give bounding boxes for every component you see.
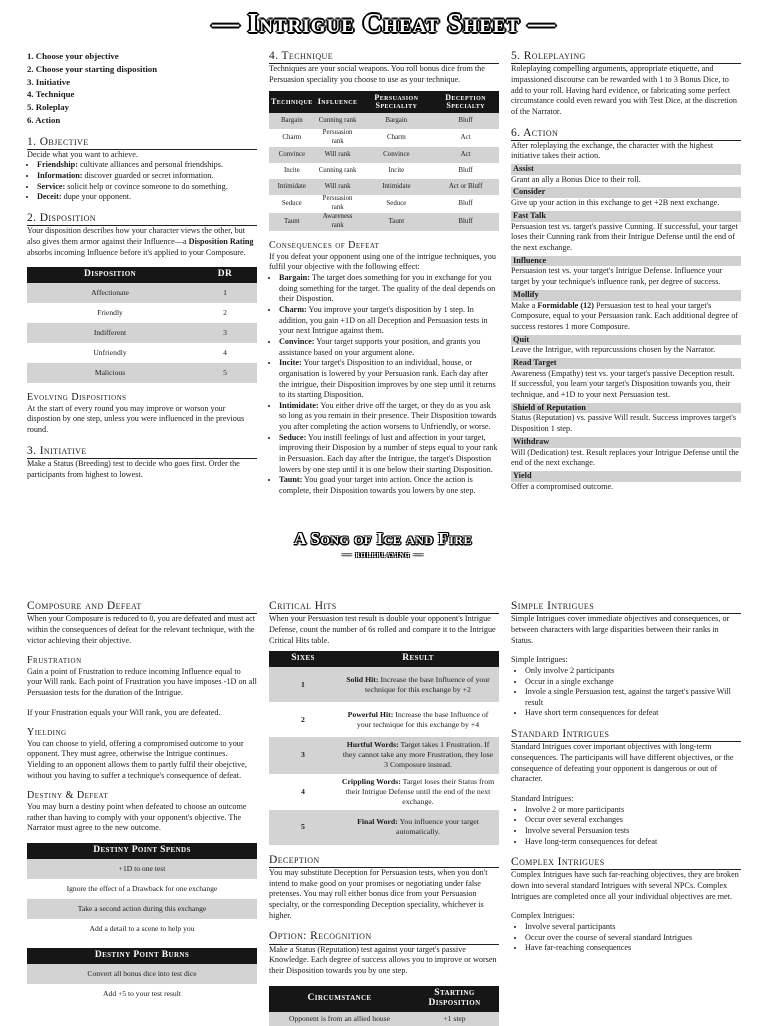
action-name: Shield of Reputation [511, 403, 741, 414]
disposition-table [27, 267, 257, 383]
destiny-defeat-heading: Destiny & Defeat [27, 790, 109, 802]
destiny-spends-table [27, 843, 257, 939]
recognition-table [269, 986, 499, 1026]
action-name: Quit [511, 335, 741, 346]
objective-intro: Decide what you want to achieve. [27, 149, 138, 159]
table-row: Friendly 2 [27, 303, 257, 323]
list-item: • Have far-reaching consequences [525, 943, 741, 954]
destiny-defeat-text: You may burn a destiny point when defeated to choose an outcome rather than having to comply with your opponent's objective. The Narrator must agree to the new outcome. [27, 801, 247, 833]
recognition-heading: Option: Recognition [269, 930, 499, 944]
table-header: Result [337, 651, 499, 667]
list-item: • Service: solicit help or covince someone to do something. [37, 182, 257, 193]
table-row: Taunt Awareness rank Taunt Bluff [269, 213, 499, 231]
action-item: Influence Persuasion test vs. your target's Intrigue Defense. Influence your target by your technique's influence rank, per degree of success. [511, 256, 741, 288]
logo-subtitle: — roleplaying — [342, 548, 424, 559]
disposition-text: Your disposition describes how your character views the other, but also gives them armor against their Influence—a Disposition Rating absorbs incoming Influence before it's applied to your Composure. [27, 226, 254, 257]
list-item: • Involve several Persuasion tests [525, 826, 741, 837]
consequences-list [269, 273, 499, 497]
frustration-text: Gain a point of Frustration to reduce incoming Influence equal to your Will rank. Each point of Frustration you have imposes -1D on all Persuasion tests for the duration of the Intrigue. [27, 666, 257, 697]
table-header: Influence [315, 91, 361, 114]
column-bottom-left [27, 600, 257, 1004]
table-row: Add +5 to your test result [27, 984, 257, 1004]
evolving-heading: Evolving Dispositions [27, 392, 127, 404]
list-item: • Taunt: You goad your target into action. Once the action is complete, their Disposition towards you lowers by one step. [279, 475, 499, 496]
recognition-text: Make a Status (Reputation) test against your target's passive Knowledge. Each degree of success allows you to improve or worsen their Disposition towards you by one step. [269, 944, 497, 975]
table-row: Malicious 5 [27, 363, 257, 383]
consequences-heading: Consequences of Defeat [269, 240, 380, 252]
steps-list [27, 50, 257, 127]
initiative-text: Make a Status (Breeding) test to decide who goes first. Order the participants from highest to lowest. [27, 458, 240, 479]
column-top-right [511, 50, 741, 492]
list-item: • Have short term consequences for defeat [525, 708, 741, 719]
simple-text: Simple Intrigues cover immediate objectives and consequences, or between characters with large disparities between their ranks in Status. [511, 614, 730, 645]
table-row: Opponent is from an allied house +1 step [269, 1012, 499, 1026]
action-item: Quit Leave the Intrigue, with repurcussions chosen by the Narrator. [511, 335, 741, 356]
logo-title: A Song of Ice and Fire [293, 529, 473, 548]
standard-heading: Standard Intrigues [511, 728, 741, 742]
list-item: • Occur over several exchanges [525, 815, 741, 826]
table-row: Bargain Cunning rank Bargain Bluff [269, 113, 499, 129]
action-intro: After roleplaying the exchange, the character with the highest initiative takes their action. [511, 140, 714, 161]
list-item: • Occur over the course of several standard Intrigues [525, 933, 741, 944]
list-item: • Incite: Your target's Disposition to an individual, house, or organisation is lowered by your Persuasion rank. Each day after the intrigue, their Disposition improves by one step until it returns to its starting Disposition. [279, 358, 499, 401]
game-logo [240, 530, 526, 560]
action-item: Mollify Make a Formidable (12) Persuasion test to heal your target's Composure, equal to your Persuasion rank. Each additional degree of success restores 1 more Composure. [511, 290, 741, 333]
table-header: Deception Specialty [432, 91, 499, 114]
deception-text: You may substitute Deception for Persuasion tests, when you don't intend to make good on your promises or negotiating under false pretenses. You may roll either bonus dice from your Persuasion specialty, or the corresponding Deception speciality, whichever is higher. [269, 868, 488, 920]
action-name: Read Target [511, 358, 741, 369]
frustration-text-2: If your Frustration equals your Will rank, you are defeated. [27, 707, 221, 717]
action-item: Shield of Reputation Status (Reputation) vs. passive Will result. Success improves target's Disposition 1 step. [511, 403, 741, 435]
list-item: • Occur in a single exchange [525, 677, 741, 688]
standard-list-label: Standard Intrigues: [511, 793, 574, 803]
objective-heading: 1. Objective [27, 136, 257, 150]
table-row: Charm Persuasion rank Charm Act [269, 129, 499, 147]
table-header: Persuasion Speciality [361, 91, 433, 114]
table-row: Seduce Persuasion rank Seduce Bluff [269, 195, 499, 213]
destiny-burns-table [27, 948, 257, 1004]
list-item: • Invole a single Persuasion test, against the target's passive Will result [525, 687, 741, 708]
list-item: • Bargain: The target does something for you in exchange for you doing something for the target. The quality of the deal depends on their Dispostion. [279, 273, 499, 305]
action-name: Withdraw [511, 437, 741, 448]
complex-text: Complex Intrigues have such far-reaching objectives, they are broken down into several standard Intrigues with several NPCs. Complex Intrigues are completed once all your individual objectives are met. [511, 870, 739, 901]
table-row: 4 Crippling Words: Target loses their Status from their Intrigue Defense until the end of the next exchange. [269, 774, 499, 810]
complex-list-label: Complex Intrigues: [511, 911, 575, 921]
action-item: Yield Offer a compromised outcome. [511, 471, 741, 492]
simple-list [511, 666, 741, 719]
table-row: Ignore the effect of a Drawback for one exchange [27, 879, 257, 899]
table-row: 1 Solid Hit: Increase the base Influence of your technique for this exchange by +2 [269, 667, 499, 702]
disposition-heading: 2. Disposition [27, 212, 257, 226]
action-item: Withdraw Will (Dedication) test. Result replaces your Intrigue Defense until the end of the next exchange. [511, 437, 741, 469]
action-item: Consider Give up your action in this exchange to get +2B next exchange. [511, 187, 741, 208]
table-row: Incite Cunning rank Incite Bluff [269, 163, 499, 179]
list-item: • Information: discover guarded or secret information. [37, 171, 257, 182]
step-item: 1. Choose your objective [27, 51, 119, 61]
table-header: Destiny Point Burns [27, 948, 257, 964]
objective-list [27, 160, 257, 203]
step-item: 2. Choose your starting disposition [27, 63, 158, 74]
deception-heading: Deception [269, 854, 499, 868]
list-item: • Convince: Your target supports your position, and grants you assistance based on your argument alone. [279, 337, 499, 358]
technique-heading: 4. Technique [269, 50, 499, 64]
table-header: Starting Disposition [410, 986, 499, 1012]
technique-table [269, 91, 499, 232]
roleplaying-heading: 5. Roleplaying [511, 50, 741, 64]
table-row: Take a second action during this exchange [27, 899, 257, 919]
list-item: • Seduce: You instill feelings of lust and affection in your target, improving their Disposion by a number of steps equal to your rank in Persuasion. Each day after the Intrigue, the target's Dispostion lowers by one step until it is one below their starting Disposition. [279, 433, 499, 476]
column-bottom-middle [269, 600, 499, 1026]
table-row: Affectionate 1 [27, 283, 257, 303]
yielding-heading: Yielding [27, 727, 67, 739]
table-header: Destiny Point Spends [27, 843, 257, 859]
simple-heading: Simple Intrigues [511, 600, 741, 614]
standard-list [511, 805, 741, 848]
action-item: Assist Grant an ally a Bonus Dice to their roll. [511, 164, 741, 185]
table-row: Convince Will rank Convince Act [269, 147, 499, 163]
action-item: Fast Talk Persuasion test vs. target's passive Cunning. If successful, your target loses their Cunning rank from their Intrigue Defense until the end of the next exchange. [511, 211, 741, 254]
column-top-left [27, 50, 257, 480]
table-header: Technique [269, 91, 315, 114]
list-item: • Charm: You improve your target's disposition by 1 step. In addition, you gain +1D on all Deception and Persuasion tests in your next Intrigue against them. [279, 305, 499, 337]
critical-table [269, 651, 499, 845]
standard-text: Standard Intrigues cover important objectives with long-term consequences. The participants will have different objectives, or the consequence of defeating your opponent is dangerous or out of character. [511, 742, 734, 784]
step-item: 5. Roleplay [27, 102, 70, 112]
consequences-intro: If you defeat your opponent using one of the intrigue techniques, you fulfil your objective with the following effect: [269, 251, 496, 272]
initiative-heading: 3. Initiative [27, 445, 257, 459]
table-row: +1D to one test [27, 859, 257, 879]
table-header: Disposition [27, 267, 193, 283]
technique-text: Techniques are your social weapons. You roll bonus dice from the Persuasion speciality you choose to use as your technique. [269, 64, 485, 84]
page-title: — Intrigue Cheat Sheet — [212, 8, 556, 38]
complex-heading: Complex Intrigues [511, 856, 741, 870]
critical-text: When your Persuasion test result is double your opponent's Intrigue Defense, count the number of 6s rolled and compare it to the Intrigue Critical Hits table. [269, 614, 496, 645]
list-item: • Only involve 2 participants [525, 666, 741, 677]
evolving-text: At the start of every round you may improve or worson your dispostion by one step, unless you were influenced in the previous round. [27, 403, 245, 434]
table-row: Intimidate Will rank Intimidate Act or Bluff [269, 179, 499, 195]
table-header: DR [193, 267, 257, 283]
column-top-middle [269, 50, 499, 497]
frustration-heading: Frustration [27, 655, 82, 667]
composure-heading: Composure and Defeat [27, 600, 257, 614]
roleplaying-text: Roleplaying compelling arguments, appropriate etiquette, and impassioned discourse can be rewarded with 1 to 3 Bonus Dice, to add to your roll. Having hard evidence, or fabricating some perfect circumstance could even reward you with Test Dice, at the discretion of the Narrator. [511, 64, 737, 116]
step-item: 4. Technique [27, 89, 75, 100]
list-item: • Involve 2 or more participants [525, 805, 741, 816]
table-header: Circumstance [269, 986, 410, 1012]
list-item: • Deceit: dupe your opponent. [37, 192, 257, 203]
table-row: Indifferent 3 [27, 323, 257, 343]
table-row: Convert all bonus dice into test dice [27, 964, 257, 984]
step-item: 6. Action [27, 114, 61, 125]
list-item: • Have long-term consequences for defeat [525, 837, 741, 848]
action-name: Assist [511, 164, 741, 175]
action-heading: 6. Action [511, 127, 741, 141]
list-item: • Friendship: cultivate alliances and personal friendships. [37, 160, 257, 171]
table-row: 5 Final Word: You influence your target automatically. [269, 810, 499, 845]
composure-text: When your Composure is reduced to 0, you are defeated and must act within the consequences of defeat for the relevant technique, with the victor achieving their objective. [27, 614, 256, 645]
list-item: • Intimidate: You either drive off the target, or they do as you ask so long as you remain in their presence. Their Disposition towards you after completing the action worsens to Unfriendly, or worse. [279, 401, 499, 433]
list-item: • Involve several participants [525, 922, 741, 933]
step-item: 3. Initiative [27, 76, 71, 87]
action-name: Mollify [511, 290, 741, 301]
table-row: 3 Hurtful Words: Target takes 1 Frustration. If they cannot take any more Frustration, they lose 3 Composure instead. [269, 737, 499, 773]
table-row: Unfriendly 4 [27, 343, 257, 363]
action-name: Influence [511, 256, 741, 267]
action-name: Fast Talk [511, 211, 741, 222]
action-item: Read Target Awareness (Empathy) test vs. your target's passive Deception result. If successful, you learn your target's Disposition towards you, their technique, and +1D to your next Persuasion test. [511, 358, 741, 401]
complex-list [511, 922, 741, 954]
action-name: Consider [511, 187, 741, 198]
action-name: Yield [511, 471, 741, 482]
table-header: Sixes [269, 651, 337, 667]
table-row: Add a detail to a scene to help you [27, 919, 257, 939]
simple-list-label: Simple Intrigues: [511, 655, 568, 665]
column-bottom-right [511, 600, 741, 954]
critical-heading: Critical Hits [269, 600, 499, 614]
yielding-text: You can choose to yield, offering a compromised outcome to your opponent. They must agree, otherwise the Intrigue continues. Yielding to an opponent allows them to partly fulfil their obejctive, without you having to suffer a technique's consequence of defeat. [27, 738, 247, 780]
table-row: 2 Powerful Hit: Increase the base Influence of your technique for this exchange by +4 [269, 702, 499, 737]
